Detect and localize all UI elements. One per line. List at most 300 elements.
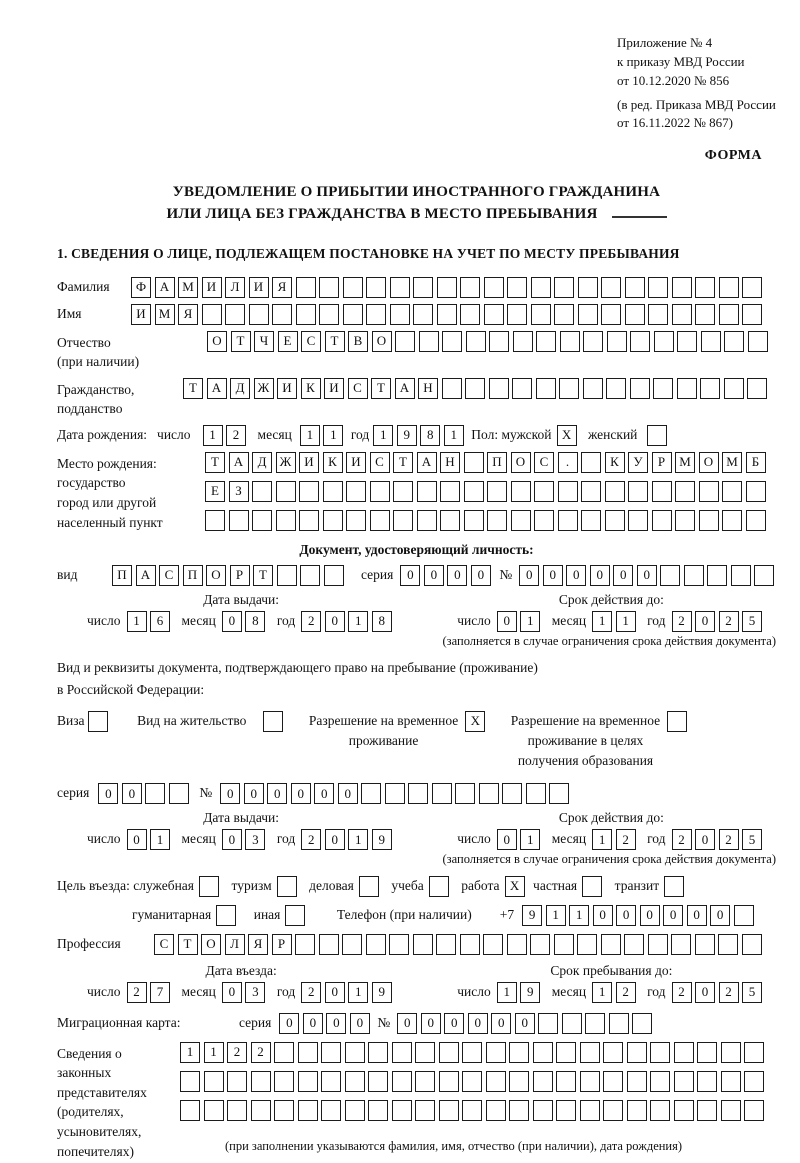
char-cell[interactable]: О: [207, 331, 227, 352]
char-cell[interactable]: [556, 1100, 576, 1121]
char-cell[interactable]: [605, 510, 625, 531]
char-cell[interactable]: [204, 1071, 224, 1092]
char-cell[interactable]: 2: [719, 611, 739, 632]
char-cell[interactable]: 1: [569, 905, 589, 926]
char-cell[interactable]: 1: [127, 611, 147, 632]
char-cell[interactable]: 2: [672, 829, 692, 850]
char-cell[interactable]: 0: [640, 905, 660, 926]
char-cell[interactable]: 2: [226, 425, 246, 446]
char-cell[interactable]: 6: [150, 611, 170, 632]
char-cell[interactable]: М: [178, 277, 198, 298]
char-cell[interactable]: [719, 304, 739, 325]
char-cell[interactable]: 0: [616, 905, 636, 926]
char-cell[interactable]: [252, 481, 272, 502]
char-cell[interactable]: 9: [397, 425, 417, 446]
char-cell[interactable]: [295, 934, 315, 955]
char-cell[interactable]: 2: [616, 829, 636, 850]
char-cell[interactable]: Т: [253, 565, 273, 586]
char-cell[interactable]: [276, 510, 296, 531]
char-cell[interactable]: [486, 1071, 506, 1092]
char-cell[interactable]: [742, 934, 762, 955]
char-cell[interactable]: [742, 304, 762, 325]
char-cell[interactable]: 2: [301, 829, 321, 850]
purpose-tourism-checkbox[interactable]: [277, 876, 297, 897]
char-cell[interactable]: 8: [245, 611, 265, 632]
char-cell[interactable]: [509, 1100, 529, 1121]
char-cell[interactable]: 1: [348, 611, 368, 632]
purpose-humanitarian-checkbox[interactable]: [216, 905, 236, 926]
char-cell[interactable]: [554, 277, 574, 298]
char-cell[interactable]: [296, 277, 316, 298]
char-cell[interactable]: [366, 277, 386, 298]
char-cell[interactable]: [562, 1013, 582, 1034]
char-cell[interactable]: [462, 1100, 482, 1121]
char-cell[interactable]: [413, 277, 433, 298]
purpose-private-checkbox[interactable]: [582, 876, 602, 897]
temp-permit-checkbox[interactable]: X: [465, 711, 485, 732]
char-cell[interactable]: [413, 934, 433, 955]
char-cell[interactable]: [672, 277, 692, 298]
char-cell[interactable]: [630, 378, 650, 399]
char-cell[interactable]: [607, 331, 627, 352]
char-cell[interactable]: [298, 1042, 318, 1063]
char-cell[interactable]: Д: [252, 452, 272, 473]
char-cell[interactable]: 1: [592, 982, 612, 1003]
char-cell[interactable]: [648, 304, 668, 325]
char-cell[interactable]: [718, 934, 738, 955]
char-cell[interactable]: 2: [672, 611, 692, 632]
char-cell[interactable]: 1: [203, 425, 223, 446]
char-cell[interactable]: [415, 1042, 435, 1063]
char-cell[interactable]: [627, 1042, 647, 1063]
char-cell[interactable]: 2: [127, 982, 147, 1003]
char-cell[interactable]: [531, 277, 551, 298]
char-cell[interactable]: 2: [719, 982, 739, 1003]
char-cell[interactable]: [699, 481, 719, 502]
char-cell[interactable]: А: [207, 378, 227, 399]
char-cell[interactable]: [707, 565, 727, 586]
char-cell[interactable]: 0: [220, 783, 240, 804]
char-cell[interactable]: 0: [710, 905, 730, 926]
char-cell[interactable]: [276, 481, 296, 502]
char-cell[interactable]: [321, 1100, 341, 1121]
char-cell[interactable]: [296, 304, 316, 325]
char-cell[interactable]: [577, 934, 597, 955]
char-cell[interactable]: [227, 1100, 247, 1121]
char-cell[interactable]: [526, 783, 546, 804]
char-cell[interactable]: [321, 1042, 341, 1063]
char-cell[interactable]: [677, 378, 697, 399]
char-cell[interactable]: М: [155, 304, 175, 325]
char-cell[interactable]: [754, 565, 774, 586]
char-cell[interactable]: С: [154, 934, 174, 955]
char-cell[interactable]: [324, 565, 344, 586]
char-cell[interactable]: [479, 783, 499, 804]
char-cell[interactable]: [648, 934, 668, 955]
char-cell[interactable]: [674, 1071, 694, 1092]
char-cell[interactable]: [180, 1100, 200, 1121]
char-cell[interactable]: А: [395, 378, 415, 399]
char-cell[interactable]: [486, 1100, 506, 1121]
char-cell[interactable]: [483, 934, 503, 955]
char-cell[interactable]: [533, 1071, 553, 1092]
char-cell[interactable]: [368, 1071, 388, 1092]
char-cell[interactable]: [460, 304, 480, 325]
char-cell[interactable]: [700, 378, 720, 399]
char-cell[interactable]: [251, 1071, 271, 1092]
char-cell[interactable]: Ч: [254, 331, 274, 352]
char-cell[interactable]: 0: [279, 1013, 299, 1034]
char-cell[interactable]: [580, 1071, 600, 1092]
char-cell[interactable]: [697, 1042, 717, 1063]
char-cell[interactable]: [205, 510, 225, 531]
char-cell[interactable]: [319, 934, 339, 955]
sex-male-checkbox[interactable]: X: [557, 425, 577, 446]
char-cell[interactable]: [343, 304, 363, 325]
char-cell[interactable]: [744, 1042, 764, 1063]
char-cell[interactable]: [227, 1071, 247, 1092]
char-cell[interactable]: Е: [205, 481, 225, 502]
char-cell[interactable]: [462, 1042, 482, 1063]
char-cell[interactable]: [722, 481, 742, 502]
char-cell[interactable]: 1: [592, 611, 612, 632]
char-cell[interactable]: 0: [338, 783, 358, 804]
char-cell[interactable]: [511, 510, 531, 531]
edu-permit-checkbox[interactable]: [667, 711, 687, 732]
char-cell[interactable]: О: [206, 565, 226, 586]
char-cell[interactable]: [442, 331, 462, 352]
char-cell[interactable]: [628, 481, 648, 502]
char-cell[interactable]: [533, 1100, 553, 1121]
char-cell[interactable]: [415, 1071, 435, 1092]
char-cell[interactable]: [440, 510, 460, 531]
char-cell[interactable]: [204, 1100, 224, 1121]
char-cell[interactable]: 0: [267, 783, 287, 804]
char-cell[interactable]: 0: [590, 565, 610, 586]
char-cell[interactable]: [229, 510, 249, 531]
char-cell[interactable]: [487, 510, 507, 531]
char-cell[interactable]: [697, 1071, 717, 1092]
char-cell[interactable]: 0: [566, 565, 586, 586]
char-cell[interactable]: 0: [325, 829, 345, 850]
char-cell[interactable]: [605, 481, 625, 502]
char-cell[interactable]: [345, 1100, 365, 1121]
char-cell[interactable]: О: [201, 934, 221, 955]
char-cell[interactable]: [487, 481, 507, 502]
char-cell[interactable]: [440, 481, 460, 502]
char-cell[interactable]: [671, 934, 691, 955]
char-cell[interactable]: 0: [122, 783, 142, 804]
char-cell[interactable]: [462, 1071, 482, 1092]
char-cell[interactable]: [724, 378, 744, 399]
char-cell[interactable]: [632, 1013, 652, 1034]
char-cell[interactable]: [652, 481, 672, 502]
char-cell[interactable]: [509, 1042, 529, 1063]
char-cell[interactable]: [274, 1100, 294, 1121]
char-cell[interactable]: А: [136, 565, 156, 586]
char-cell[interactable]: [674, 1100, 694, 1121]
char-cell[interactable]: Р: [272, 934, 292, 955]
char-cell[interactable]: [601, 304, 621, 325]
char-cell[interactable]: Т: [205, 452, 225, 473]
char-cell[interactable]: Н: [418, 378, 438, 399]
char-cell[interactable]: [603, 1100, 623, 1121]
char-cell[interactable]: М: [722, 452, 742, 473]
char-cell[interactable]: Д: [230, 378, 250, 399]
char-cell[interactable]: 2: [616, 982, 636, 1003]
char-cell[interactable]: М: [675, 452, 695, 473]
char-cell[interactable]: 9: [522, 905, 542, 926]
char-cell[interactable]: [439, 1071, 459, 1092]
char-cell[interactable]: 2: [301, 982, 321, 1003]
char-cell[interactable]: [585, 1013, 605, 1034]
char-cell[interactable]: [437, 304, 457, 325]
char-cell[interactable]: [370, 481, 390, 502]
char-cell[interactable]: [536, 331, 556, 352]
char-cell[interactable]: 0: [663, 905, 683, 926]
char-cell[interactable]: [408, 783, 428, 804]
char-cell[interactable]: 1: [204, 1042, 224, 1063]
char-cell[interactable]: 9: [520, 982, 540, 1003]
char-cell[interactable]: 2: [251, 1042, 271, 1063]
char-cell[interactable]: [533, 1042, 553, 1063]
char-cell[interactable]: [366, 934, 386, 955]
char-cell[interactable]: [675, 510, 695, 531]
char-cell[interactable]: 0: [444, 1013, 464, 1034]
char-cell[interactable]: [652, 510, 672, 531]
char-cell[interactable]: 0: [303, 1013, 323, 1034]
char-cell[interactable]: [511, 481, 531, 502]
char-cell[interactable]: [321, 1071, 341, 1092]
char-cell[interactable]: [413, 304, 433, 325]
char-cell[interactable]: П: [183, 565, 203, 586]
char-cell[interactable]: [439, 1100, 459, 1121]
char-cell[interactable]: 1: [592, 829, 612, 850]
char-cell[interactable]: 1: [546, 905, 566, 926]
char-cell[interactable]: [489, 378, 509, 399]
char-cell[interactable]: [674, 1042, 694, 1063]
char-cell[interactable]: [580, 1100, 600, 1121]
char-cell[interactable]: [300, 565, 320, 586]
char-cell[interactable]: [464, 452, 484, 473]
char-cell[interactable]: 1: [348, 829, 368, 850]
char-cell[interactable]: [721, 1042, 741, 1063]
char-cell[interactable]: [513, 331, 533, 352]
char-cell[interactable]: 0: [695, 829, 715, 850]
char-cell[interactable]: [744, 1100, 764, 1121]
char-cell[interactable]: 0: [98, 783, 118, 804]
char-cell[interactable]: [460, 934, 480, 955]
char-cell[interactable]: [180, 1071, 200, 1092]
char-cell[interactable]: [554, 304, 574, 325]
char-cell[interactable]: [549, 783, 569, 804]
char-cell[interactable]: [719, 277, 739, 298]
residence-permit-checkbox[interactable]: [263, 711, 283, 732]
char-cell[interactable]: [299, 510, 319, 531]
char-cell[interactable]: 1: [348, 982, 368, 1003]
char-cell[interactable]: П: [112, 565, 132, 586]
char-cell[interactable]: В: [348, 331, 368, 352]
char-cell[interactable]: [345, 1071, 365, 1092]
char-cell[interactable]: [556, 1042, 576, 1063]
char-cell[interactable]: 3: [245, 982, 265, 1003]
char-cell[interactable]: 0: [447, 565, 467, 586]
purpose-official-checkbox[interactable]: [199, 876, 219, 897]
char-cell[interactable]: У: [628, 452, 648, 473]
visa-checkbox[interactable]: [88, 711, 108, 732]
char-cell[interactable]: 2: [301, 611, 321, 632]
char-cell[interactable]: 1: [180, 1042, 200, 1063]
char-cell[interactable]: 0: [519, 565, 539, 586]
char-cell[interactable]: [277, 565, 297, 586]
char-cell[interactable]: [531, 304, 551, 325]
char-cell[interactable]: 0: [222, 611, 242, 632]
char-cell[interactable]: Я: [178, 304, 198, 325]
char-cell[interactable]: [583, 331, 603, 352]
char-cell[interactable]: [583, 378, 603, 399]
char-cell[interactable]: [601, 277, 621, 298]
char-cell[interactable]: 0: [687, 905, 707, 926]
char-cell[interactable]: [748, 331, 768, 352]
char-cell[interactable]: Н: [440, 452, 460, 473]
char-cell[interactable]: [346, 481, 366, 502]
char-cell[interactable]: [699, 510, 719, 531]
char-cell[interactable]: [319, 277, 339, 298]
char-cell[interactable]: [169, 783, 189, 804]
char-cell[interactable]: [721, 1071, 741, 1092]
char-cell[interactable]: 0: [515, 1013, 535, 1034]
char-cell[interactable]: [675, 481, 695, 502]
char-cell[interactable]: [460, 277, 480, 298]
char-cell[interactable]: [625, 277, 645, 298]
char-cell[interactable]: [660, 565, 680, 586]
char-cell[interactable]: [625, 304, 645, 325]
char-cell[interactable]: 0: [325, 982, 345, 1003]
char-cell[interactable]: 1: [616, 611, 636, 632]
char-cell[interactable]: [393, 481, 413, 502]
char-cell[interactable]: [581, 452, 601, 473]
char-cell[interactable]: 7: [150, 982, 170, 1003]
char-cell[interactable]: [695, 934, 715, 955]
purpose-transit-checkbox[interactable]: [664, 876, 684, 897]
char-cell[interactable]: А: [229, 452, 249, 473]
char-cell[interactable]: [601, 934, 621, 955]
char-cell[interactable]: [628, 510, 648, 531]
char-cell[interactable]: [538, 1013, 558, 1034]
char-cell[interactable]: [419, 331, 439, 352]
char-cell[interactable]: 8: [372, 611, 392, 632]
char-cell[interactable]: [558, 481, 578, 502]
char-cell[interactable]: [392, 1042, 412, 1063]
char-cell[interactable]: И: [202, 277, 222, 298]
char-cell[interactable]: [361, 783, 381, 804]
char-cell[interactable]: [578, 304, 598, 325]
char-cell[interactable]: [489, 331, 509, 352]
purpose-study-checkbox[interactable]: [429, 876, 449, 897]
purpose-business-checkbox[interactable]: [359, 876, 379, 897]
char-cell[interactable]: [650, 1071, 670, 1092]
char-cell[interactable]: Е: [278, 331, 298, 352]
char-cell[interactable]: 0: [222, 982, 242, 1003]
char-cell[interactable]: [346, 510, 366, 531]
char-cell[interactable]: [392, 1100, 412, 1121]
char-cell[interactable]: [724, 331, 744, 352]
char-cell[interactable]: П: [487, 452, 507, 473]
char-cell[interactable]: Т: [393, 452, 413, 473]
char-cell[interactable]: [650, 1042, 670, 1063]
char-cell[interactable]: [721, 1100, 741, 1121]
char-cell[interactable]: [558, 510, 578, 531]
char-cell[interactable]: [274, 1071, 294, 1092]
char-cell[interactable]: [323, 481, 343, 502]
char-cell[interactable]: [368, 1100, 388, 1121]
char-cell[interactable]: [554, 934, 574, 955]
char-cell[interactable]: [465, 378, 485, 399]
char-cell[interactable]: [417, 510, 437, 531]
char-cell[interactable]: [343, 277, 363, 298]
char-cell[interactable]: [581, 510, 601, 531]
char-cell[interactable]: [484, 304, 504, 325]
char-cell[interactable]: .: [558, 452, 578, 473]
char-cell[interactable]: 0: [350, 1013, 370, 1034]
char-cell[interactable]: 1: [520, 829, 540, 850]
char-cell[interactable]: [697, 1100, 717, 1121]
char-cell[interactable]: [512, 378, 532, 399]
char-cell[interactable]: [252, 510, 272, 531]
char-cell[interactable]: 1: [373, 425, 393, 446]
char-cell[interactable]: 2: [719, 829, 739, 850]
char-cell[interactable]: [695, 277, 715, 298]
char-cell[interactable]: 0: [326, 1013, 346, 1034]
char-cell[interactable]: И: [346, 452, 366, 473]
char-cell[interactable]: 2: [672, 982, 692, 1003]
char-cell[interactable]: [390, 277, 410, 298]
char-cell[interactable]: 0: [291, 783, 311, 804]
char-cell[interactable]: [556, 1071, 576, 1092]
char-cell[interactable]: К: [301, 378, 321, 399]
char-cell[interactable]: [298, 1071, 318, 1092]
char-cell[interactable]: [580, 1042, 600, 1063]
char-cell[interactable]: [603, 1042, 623, 1063]
char-cell[interactable]: [484, 277, 504, 298]
char-cell[interactable]: [366, 304, 386, 325]
char-cell[interactable]: О: [511, 452, 531, 473]
char-cell[interactable]: Р: [230, 565, 250, 586]
char-cell[interactable]: [734, 905, 754, 926]
char-cell[interactable]: [747, 378, 767, 399]
char-cell[interactable]: 0: [695, 982, 715, 1003]
char-cell[interactable]: [437, 277, 457, 298]
char-cell[interactable]: Ф: [131, 277, 151, 298]
char-cell[interactable]: Я: [248, 934, 268, 955]
char-cell[interactable]: Т: [371, 378, 391, 399]
char-cell[interactable]: К: [605, 452, 625, 473]
char-cell[interactable]: [415, 1100, 435, 1121]
char-cell[interactable]: 0: [244, 783, 264, 804]
char-cell[interactable]: 0: [424, 565, 444, 586]
char-cell[interactable]: [392, 1071, 412, 1092]
char-cell[interactable]: [502, 783, 522, 804]
char-cell[interactable]: Р: [652, 452, 672, 473]
char-cell[interactable]: [319, 304, 339, 325]
char-cell[interactable]: 0: [613, 565, 633, 586]
char-cell[interactable]: [345, 1042, 365, 1063]
char-cell[interactable]: И: [277, 378, 297, 399]
char-cell[interactable]: 1: [520, 611, 540, 632]
char-cell[interactable]: [581, 481, 601, 502]
char-cell[interactable]: [534, 481, 554, 502]
char-cell[interactable]: [390, 304, 410, 325]
